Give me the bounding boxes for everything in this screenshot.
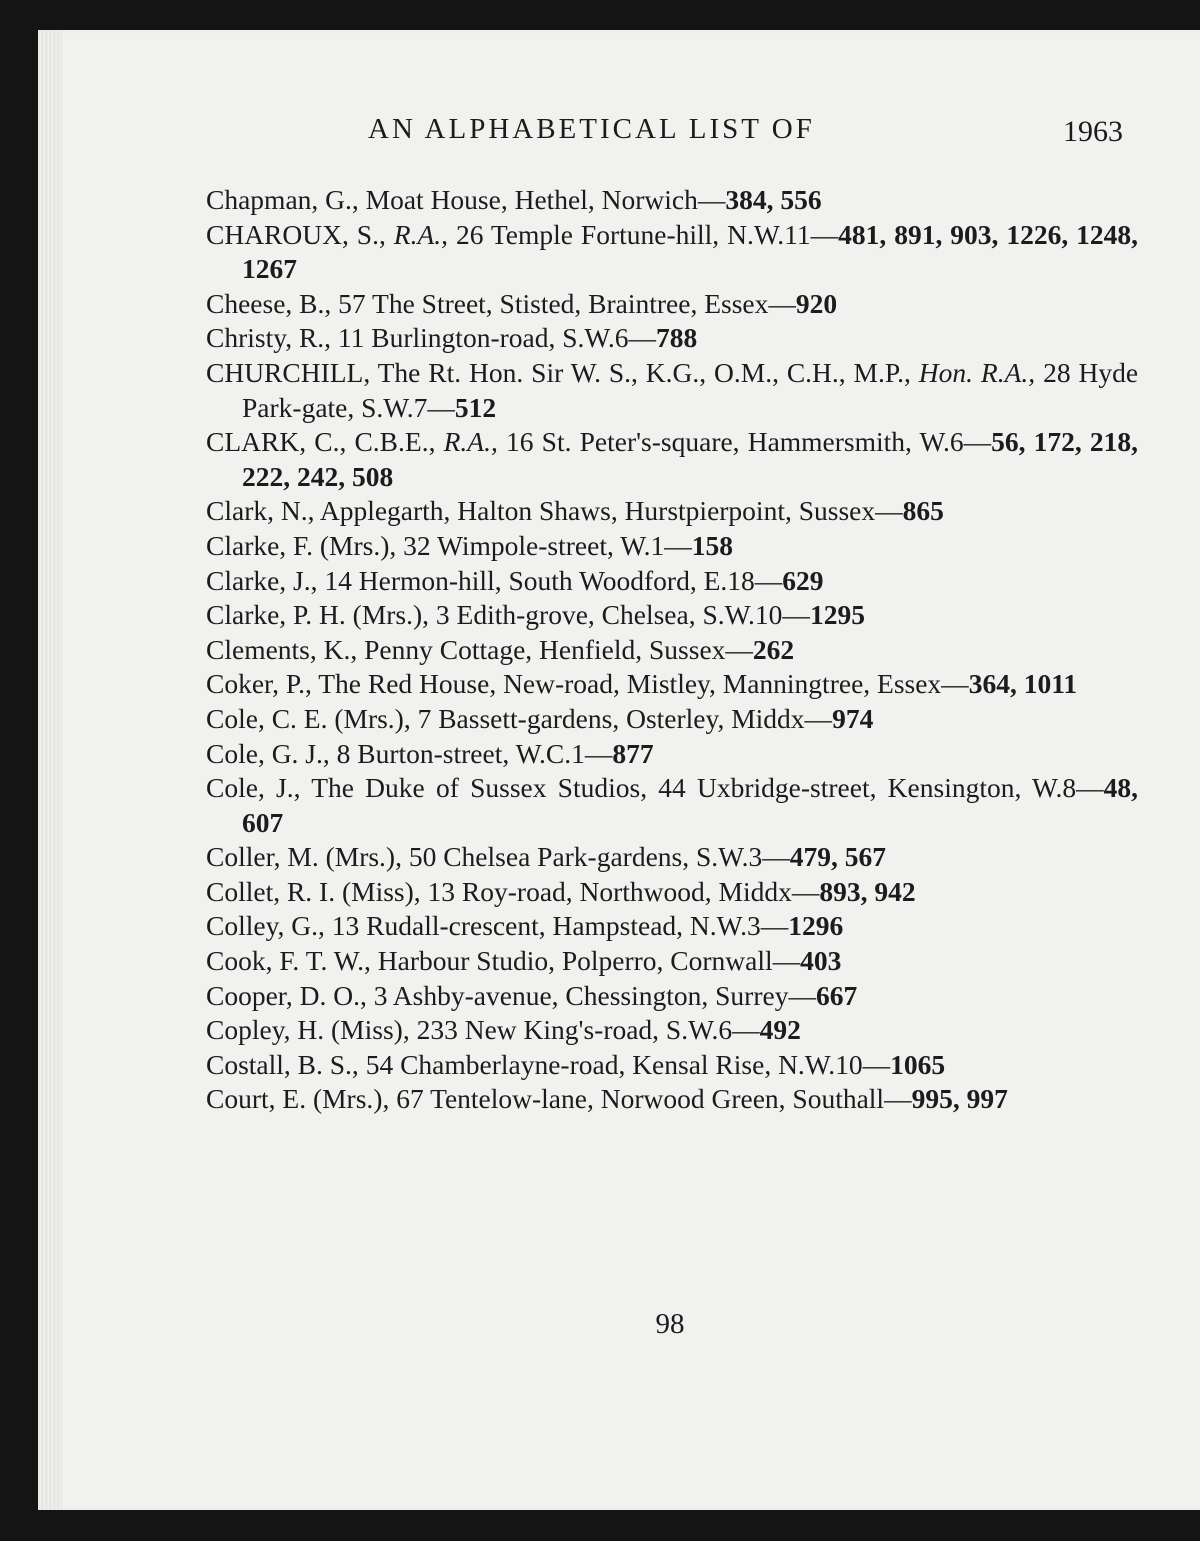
list-entry [206,425,1138,494]
list-entry [206,183,1138,218]
entry-catalogue-numbers: 262 [752,633,795,665]
entry-address: 67 Tentelow-lane, Norwood Green, Southall— [396,1083,912,1115]
entry-catalogue-numbers: 1296 [788,910,844,942]
list-entry [206,494,1138,529]
entry-address: 50 Chelsea Park-gardens, S.W.3— [408,841,790,873]
entry-name: Copley, H. (Miss), [206,1014,410,1046]
list-entry [206,287,1138,322]
list-entry [206,633,1138,668]
entry-address: 57 The Street, Stisted, Braintree, Essex— [338,287,796,319]
entry-catalogue-numbers: 865 [902,495,944,527]
entry-address: Moat House, Hethel, Norwich— [365,184,726,215]
entry-name: Cole, C. E. (Mrs.), [206,702,411,734]
entry-catalogue-numbers: 1295 [809,599,865,631]
entry-address: 3 Edith-grove, Chelsea, S.W.10— [435,599,810,631]
entry-address: 54 Chamberlayne-road, Kensal Rise, N.W.10— [365,1048,891,1080]
entry-address: The Red House, New-road, Mistley, Manningtree, Essex— [318,668,969,700]
entry-address: 28 Hyde Park-gate, S.W.7— [242,356,1139,423]
entry-address: Harbour Studio, Polperro, Cornwall— [377,945,801,977]
entry-catalogue-numbers: 158 [691,529,734,561]
list-entry [206,356,1138,425]
entry-address: 3 Ashby-avenue, Chessington, Surrey— [373,979,816,1011]
entry-name: Coller, M. (Mrs.), [206,841,402,873]
list-entry [206,321,1138,356]
header-year: 1963 [1063,115,1123,148]
entry-name: Christy, R., [206,322,332,354]
list-entry [206,218,1138,287]
entry-list [206,183,1138,1117]
entry-catalogue-numbers: 512 [454,391,497,423]
entry-catalogue-numbers: 995, 997 [911,1083,1008,1115]
list-entry [206,771,1138,840]
list-entry [206,875,1138,910]
running-header [0,113,1200,153]
entry-catalogue-numbers: 479, 567 [789,841,886,873]
entry-catalogue-numbers: 974 [832,702,874,734]
list-entry [206,1013,1138,1048]
entry-catalogue-numbers: 384, 556 [725,184,822,215]
entry-address: 233 New King's-road, S.W.6— [416,1014,760,1046]
entry-name: Court, E. (Mrs.), [206,1083,390,1115]
entry-name: Clarke, P. H. (Mrs.), [206,599,430,631]
entry-catalogue-numbers: 48, 607 [242,772,1138,838]
entry-catalogue-numbers: 403 [800,945,842,977]
entry-address: 14 Hermon-hill, South Woodford, E.18— [324,564,783,596]
list-entry [206,909,1138,944]
entry-name: Cole, G. J., [206,737,330,769]
entry-address: 13 Rudall-crescent, Hampstead, N.W.3— [331,910,789,942]
entry-name: CLARK, C., C.B.E., [206,426,436,458]
entry-name: Costall, B. S., [206,1048,359,1080]
entry-catalogue-numbers: 788 [655,322,698,354]
list-entry [206,840,1138,875]
entry-catalogue-numbers: 667 [815,979,858,1011]
list-entry [206,1082,1138,1117]
entry-name: Cole, J., [206,772,301,804]
page-edge [38,30,62,1510]
entry-address: 7 Bassett-gardens, Osterley, Middx— [417,702,833,734]
entry-catalogue-numbers: 56, 172, 218, 222, 242, 508 [242,426,1139,492]
entry-title: R.A., [393,218,449,250]
list-entry [206,667,1138,702]
entry-title: Hon. R.A., [918,356,1036,388]
entry-address: 16 St. Peter's-square, Hammersmith, W.6— [506,426,992,458]
entry-name: Collet, R. I. (Miss), [206,875,421,907]
list-entry [206,737,1138,772]
entry-name: Clements, K., [206,633,358,665]
list-entry [206,598,1138,633]
entry-name: Clark, N., [206,495,315,527]
entry-catalogue-numbers: 893, 942 [819,875,916,907]
entry-name: Clarke, F. (Mrs.), [206,529,397,561]
entry-catalogue-numbers: 492 [759,1014,801,1046]
list-entry [206,564,1138,599]
entry-catalogue-numbers: 364, 1011 [968,668,1078,700]
list-entry [206,529,1138,564]
entry-name: CHAROUX, S., [206,218,386,250]
entry-catalogue-numbers: 920 [795,287,838,319]
entry-name: Clarke, J., [206,564,318,596]
entry-name: CHURCHILL, The Rt. Hon. Sir W. S., K.G., O.M., C.H., M.P., [206,356,911,388]
page-number: 98 [655,1308,685,1340]
list-entry [206,944,1138,979]
entry-catalogue-numbers: 1065 [890,1048,946,1080]
entry-address: 32 Wimpole-street, W.1— [403,529,692,561]
entry-address: Applegarth, Halton Shaws, Hurstpierpoint, Sussex— [319,495,903,527]
entry-address: 13 Roy-road, Northwood, Middx— [427,875,820,907]
entry-address: 11 Burlington-road, S.W.6— [337,322,656,354]
entry-title: R.A., [443,426,498,458]
entry-name: Cook, F. T. W., [206,945,371,977]
entry-address: Penny Cottage, Henfield, Sussex— [364,633,753,665]
entry-name: Cooper, D. O., [206,979,367,1011]
entry-address: 26 Temple Fortune-hill, N.W.11— [455,218,839,250]
list-entry [206,702,1138,737]
entry-name: Colley, G., [206,910,325,942]
entry-name: Chapman, G., [206,184,359,215]
entry-catalogue-numbers: 877 [612,737,654,769]
entry-name: Coker, P., [206,668,312,700]
entry-address: The Duke of Sussex Studios, 44 Uxbridge-street, Kensington, W.8— [311,772,1104,804]
entry-name: Cheese, B., [206,287,332,319]
entry-catalogue-numbers: 629 [782,564,824,596]
running-title: AN ALPHABETICAL LIST OF [368,113,815,145]
list-entry [206,979,1138,1014]
entry-address: 8 Burton-street, W.C.1— [336,737,613,769]
list-entry [206,1048,1138,1083]
entry-catalogue-numbers: 481, 891, 903, 1226, 1248, 1267 [242,218,1138,285]
